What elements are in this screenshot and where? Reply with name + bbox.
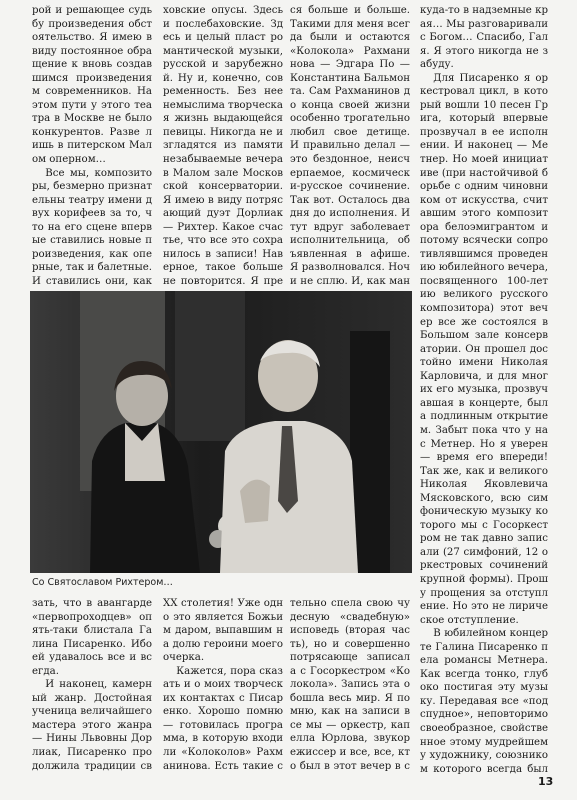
column-5	[32, 597, 152, 773]
paragraph: XX столетия! Уже одно это является Божьим даром, выпавшим на долю героини моего очерка.	[163, 598, 283, 664]
paragraph: зать, что в авангарде «первопроходцев» опять-таки блистала Галина Писаренко. Ибо ей удавалось все и всегда.	[32, 598, 152, 677]
paragraph: И наконец, камерный жанр. Достойная ученица величайшего мастера этого жанра — Нины Львовны Дорлиак, Писаренко продолжила традиции св	[32, 679, 152, 772]
paragraph: тельно спела свою чудесную «свадебную» исповедь (вторая часть), но и совершенно потрясающе записала с Госоркестром «Колокола». Запись эта обошла весь мир. Я помню, как на записи все мы — оркестр, капелла Юрлова, звукорежиссер и все, все, кто был в этот вечер в с	[290, 598, 410, 772]
paragraph: ся больше и больше. Такими для меня всегда были и остаются «Колокола» Рахманинова — Эдгара По — Константина Бальмонта. Сам Рахманинов до конца своей жизни особенно трогательно любил свое детище. И правильно делал — это бездонное, неисчерпаемое, космически-русское сочинение. Так вот. Осталось два дня до исполнения. И тут вдруг заболевает исполнительница, объявленная в афише. Я разволновался. Ночи не сплю. И, как ман	[290, 5, 410, 287]
paragraph: куда-то в надземные края… Мы разговаривали с Богом… Спасибо, Галя. Я этого никогда не забуду.	[420, 5, 548, 71]
column-4	[420, 4, 548, 776]
paragraph: Для Писаренко я оркестровал цикл, в который вошли 10 песен Грига, который впервые прозвучал в ее исполнении. И наконец — Метнер. Но моей инициативе (при настойчивой борьбе с одним чиновником от искусства, считавшим этого композитора белоэмигрантом и потому всячески сопротивлявшимся проведению юбилейного вечера, посвященного 100-летию великого русского композитора) этот вечер все же состоялся в Большом зале консерватории. Он прошел достойно имени Николая Карловича, и для многих его музыка, прозвучавшая в концерте, была подлинным открытием. Забыт пока что у нас Метнер. Но я уверен — время его впереди! Так же, как и великого Николая Яковлевича Мясковского, всю симфоническую музыку которого мы с Госоркестром не так давно записали (27 симфоний, 12 оркестровых сочинений крупной формы). Прошу прощения за отступление. Но это не лирическое отступление.	[420, 72, 548, 626]
column-2	[163, 4, 283, 287]
photo-caption: Со Святославом Рихтером…	[32, 577, 173, 588]
paragraph: ховские опусы. Здесь и послебаховские. Здесь и целый пласт романтической музыки, русской и зарубежной. Ну и, конечно, современность. Без нее немыслима творческая жизнь выдающейся певицы. Никогда не изгладятся из памяти незабываемые вечера в Малом зале Московской консерватории. Я имею в виду потрясающий дуэт Дорлиак — Рихтер. Какое счастье, что все это сохранилось в записи! Наверное, такое больше не повторится. Я пре	[163, 5, 283, 287]
column-1	[32, 4, 152, 287]
paragraph: В юбилейном концерте Галина Писаренко пела романсы Метнера. Как всегда тонко, глубоко постигая эту музыку. Передавая все «подспудное», неповторимо своеобразное, свойственное этому мудрейшему художнику, союзником которого всегда был	[420, 628, 548, 775]
paragraph: Кажется, пора сказать и о моих творческих контактах с Писаренко. Хорошо помню — готовилась программа, в которую входили «Колоколов» Рахманинова. Есть такие с	[163, 665, 283, 772]
page-number: 13	[538, 775, 554, 788]
column-7	[290, 597, 410, 773]
photo-icon	[30, 291, 412, 573]
paragraph: рой и решающее судьбу произведения обстоятельство. Я имею в виду постоянное обращение к вновь создавшимся произведениям современников. На этом пути у этого театра в Москве не было конкурентов. Разве лишь в питерском Малом оперном…	[32, 5, 152, 166]
column-3	[290, 4, 410, 287]
paragraph: Все мы, композиторы, безмерно признательны театру имени двух корифеев за то, что на его сцене впервые ставились новые произведения, как оперные, так и балетные. И ставились они, как	[32, 167, 152, 287]
column-6	[163, 597, 283, 773]
photo-richter-pisarenko	[30, 291, 412, 573]
